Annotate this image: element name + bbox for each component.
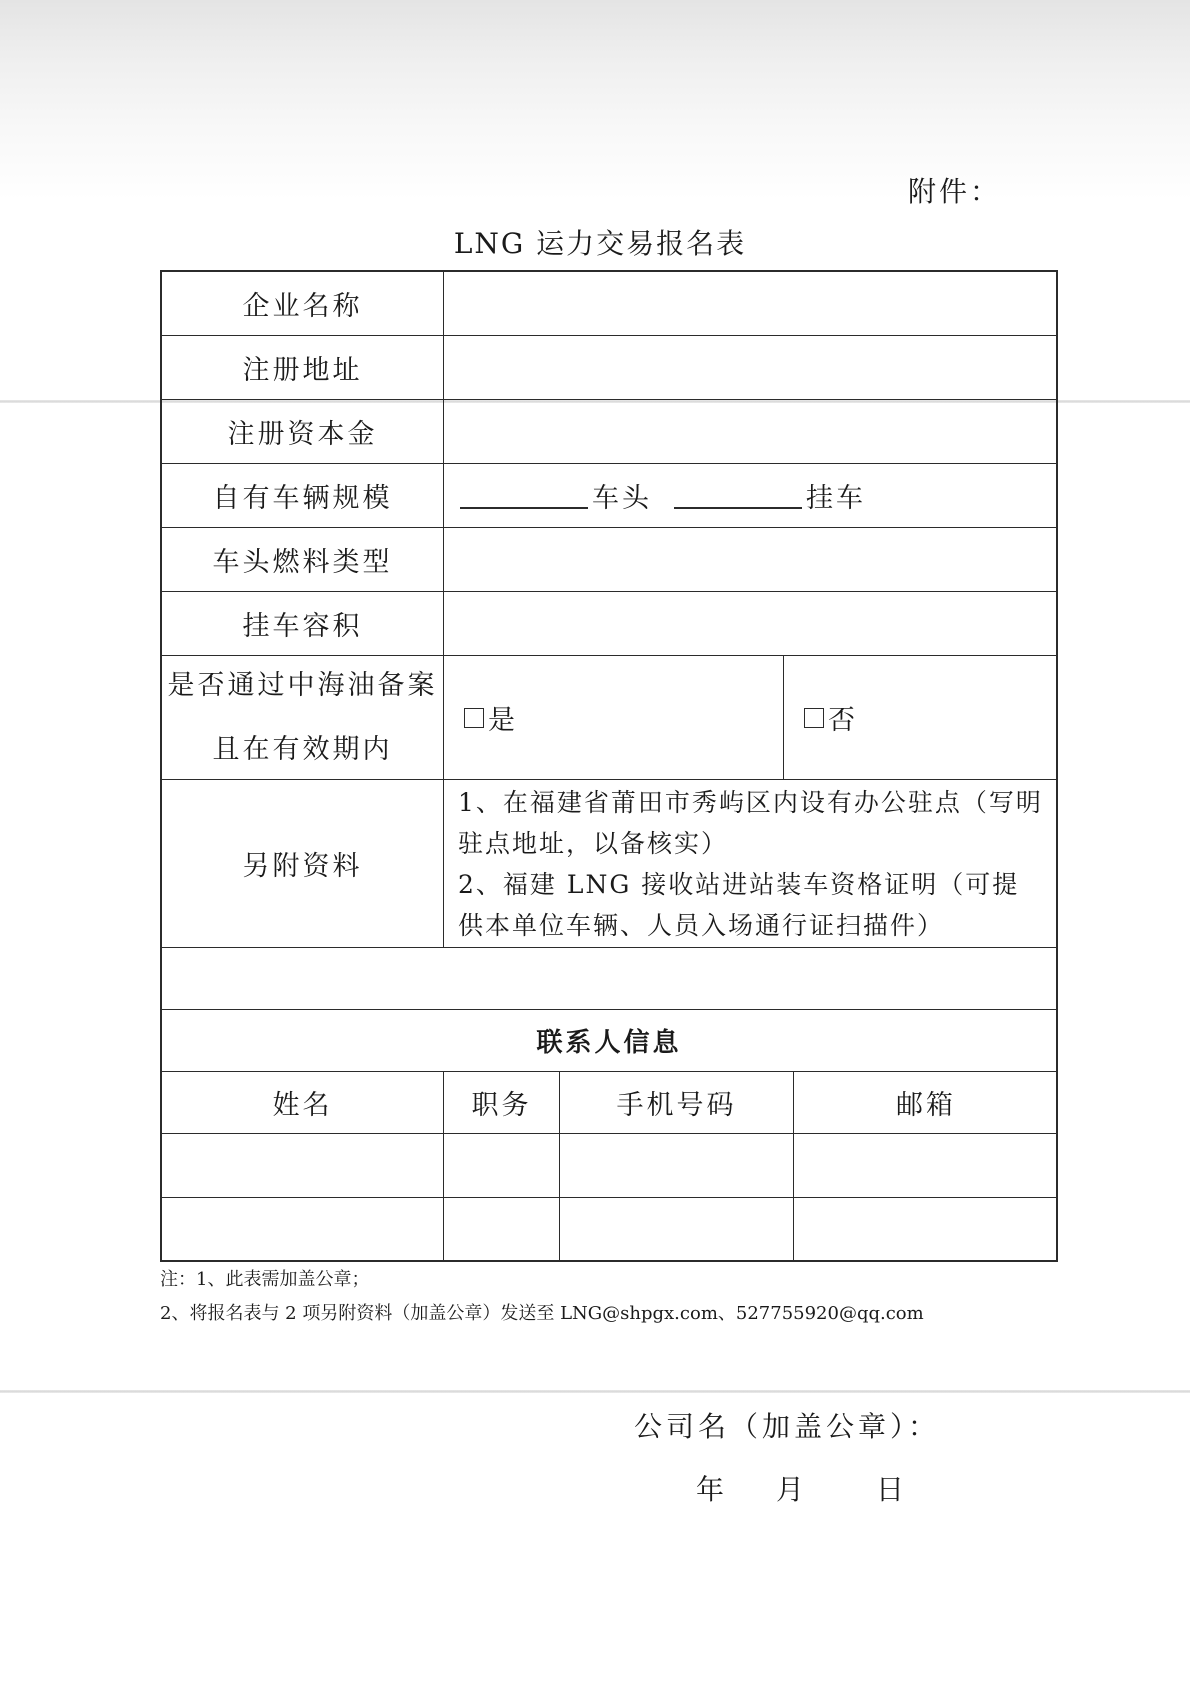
date-month-label: 月 <box>776 1473 805 1506</box>
row-blank <box>162 948 1056 1010</box>
yes-option[interactable] <box>444 656 784 779</box>
contact-phone-field[interactable] <box>560 1134 794 1197</box>
fleet-size-field[interactable] <box>444 464 1058 527</box>
contact-col-phone: 手机号码 <box>560 1072 794 1133</box>
fleet-size-label: 自有车辆规模 <box>162 464 444 527</box>
row-registered-address <box>162 336 1056 400</box>
contact-col-email: 邮箱 <box>896 1090 956 1121</box>
tractor-fuel-label: 车头燃料类型 <box>162 528 444 591</box>
row-company-name <box>162 272 1056 336</box>
form-notes <box>160 1263 924 1331</box>
contact-email-field[interactable] <box>794 1198 1058 1262</box>
contact-name-field[interactable] <box>162 1198 444 1262</box>
cnooc-record-label-line2: 且在有效期内 <box>212 733 393 765</box>
cnooc-record-label-line1: 是否通过中海油备案 <box>167 669 438 701</box>
yes-option-label: 是 <box>488 705 518 736</box>
registered-capital-label: 注册资本金 <box>162 400 444 463</box>
row-attachments <box>162 780 1056 948</box>
row-registered-capital <box>162 400 1056 464</box>
no-option[interactable] <box>784 656 1058 779</box>
contact-phone-field[interactable] <box>560 1198 794 1262</box>
contact-entry-row <box>162 1134 1056 1198</box>
company-name-label: 企业名称 <box>162 272 444 335</box>
registration-form <box>160 270 1058 1262</box>
row-tractor-fuel <box>162 528 1056 592</box>
date-year-label: 年 <box>696 1473 725 1506</box>
row-trailer-volume <box>162 592 1056 656</box>
contact-header-row <box>162 1072 1056 1134</box>
contact-name-field[interactable] <box>162 1134 444 1197</box>
note-line-2: 2、将报名表与 2 项另附资料（加盖公章）发送至 LNG@shpgx.com、527755920@qq.com <box>160 1303 924 1324</box>
cnooc-record-label <box>162 656 444 779</box>
company-stamp-label: 公司名（加盖公章）： <box>634 1410 941 1443</box>
contact-section-title: 联系人信息 <box>536 1028 682 1058</box>
no-checkbox[interactable] <box>804 708 824 728</box>
attachment-label: 附件： <box>908 175 1002 208</box>
registered-capital-field[interactable] <box>444 400 1058 463</box>
yes-checkbox[interactable] <box>464 708 484 728</box>
trailer-count-blank[interactable] <box>674 507 802 509</box>
contact-col-position: 职务 <box>444 1072 560 1133</box>
attachment-item-2: 2、福建 LNG 接收站进站装车资格证明（可提供本单位车辆、人员入场通行证扫描件） <box>458 869 1020 940</box>
row-fleet-size <box>162 464 1056 528</box>
form-title: LNG 运力交易报名表 <box>453 227 747 260</box>
attachment-item-1: 1、在福建省莆田市秀屿区内设有办公驻点（写明驻点地址，以备核实） <box>458 787 1043 858</box>
registered-address-field[interactable] <box>444 336 1058 399</box>
note-line-1: 注：1、此表需加盖公章； <box>160 1269 370 1290</box>
contact-position-field[interactable] <box>444 1198 560 1262</box>
contact-entry-row <box>162 1198 1056 1262</box>
attachments-list <box>444 780 1058 947</box>
trailer-volume-field[interactable] <box>444 592 1058 655</box>
tractor-fuel-field[interactable] <box>444 528 1058 591</box>
contact-email-field[interactable] <box>794 1134 1058 1197</box>
row-cnooc-record <box>162 656 1056 780</box>
scan-background <box>0 0 1190 200</box>
registered-address-label: 注册地址 <box>162 336 444 399</box>
tractor-count-blank[interactable] <box>460 507 588 509</box>
contact-col-name: 姓名 <box>162 1072 444 1133</box>
no-option-label: 否 <box>828 705 858 736</box>
trailer-volume-label: 挂车容积 <box>162 592 444 655</box>
row-contact-title <box>162 1010 1056 1072</box>
trailer-label: 挂车 <box>806 483 866 514</box>
attachments-label: 另附资料 <box>162 780 444 947</box>
tractor-label: 车头 <box>592 483 652 514</box>
company-name-field[interactable] <box>444 272 1058 335</box>
contact-position-field[interactable] <box>444 1134 560 1197</box>
date-day-label: 日 <box>876 1473 905 1506</box>
scan-crease <box>0 1390 1190 1393</box>
